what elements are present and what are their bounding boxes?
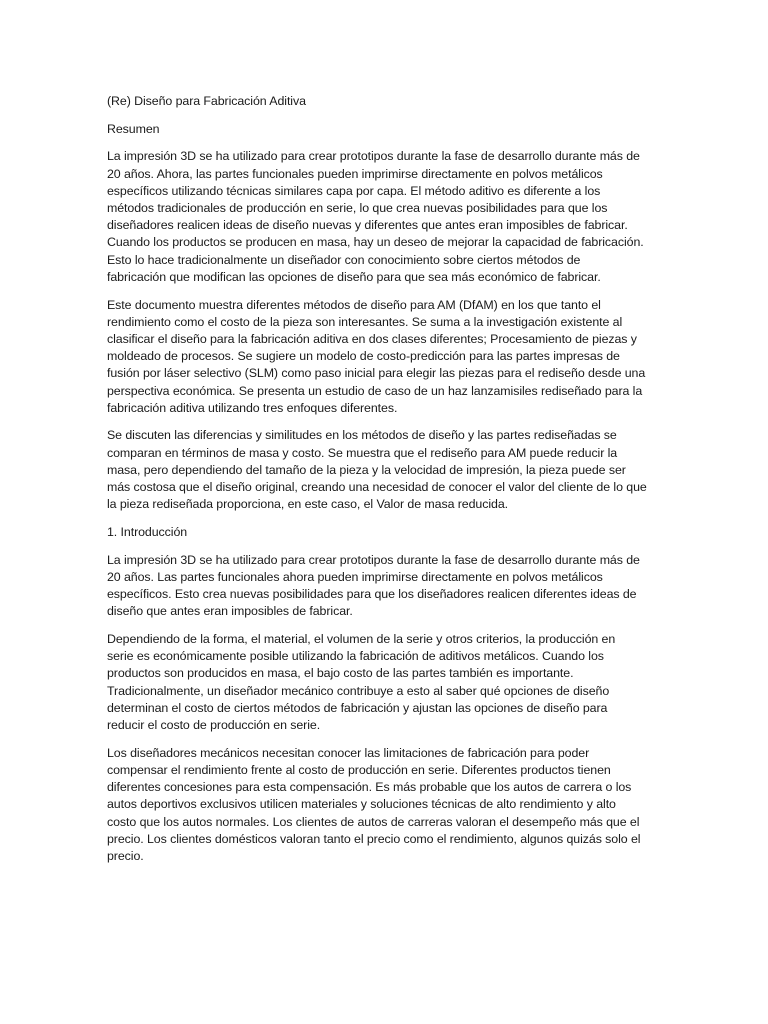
section-paragraph: [107, 745, 667, 865]
text-line: específicos. Esto crea nuevas posibilidades para que los diseñadores realicen diferentes ideas de: [107, 587, 637, 602]
text-line: perspectiva económica. Se presenta un estudio de caso de un haz lanzamisiles rediseñado para la: [107, 383, 643, 398]
text-line: Este documento muestra diferentes métodos de diseño para AM (DfAM) en los que tanto el: [107, 297, 601, 312]
text-line: autos deportivos exclusivos utilicen materiales y soluciones técnicas de alto rendimiento y alto: [107, 797, 616, 812]
text-line: fusión por láser selectivo (SLM) como paso inicial para elegir las piezas para el rediseño desde una: [107, 366, 646, 381]
text-line: Cuando los productos se producen en masa, hay un deseo de mejorar la capacidad de fabricación.: [107, 235, 644, 250]
section-paragraph: [107, 631, 667, 734]
text-line: precio.: [107, 848, 144, 863]
text-line: fabricación que modifican las opciones de diseño para que sea más económico de fabricar.: [107, 269, 601, 284]
text-line: diseño que antes eran imposibles de fabricar.: [107, 604, 353, 619]
text-line: productos son producidos en masa, el bajo costo de las partes también es importante.: [107, 666, 574, 681]
text-line: clasificar el diseño para la fabricación aditiva en dos clases diferentes; Procesamiento de piezas y: [107, 331, 637, 346]
text-line: Se discuten las diferencias y similitudes en los métodos de diseño y las partes rediseñadas se: [107, 428, 617, 443]
text-line: fabricación aditiva utilizando tres enfoques diferentes.: [107, 400, 398, 415]
text-line: Tradicionalmente, un diseñador mecánico contribuye a esto al saber qué opciones de diseño: [107, 683, 610, 698]
text-line: costo que los autos normales. Los clientes de autos de carreras valoran el desempeño más que el: [107, 814, 640, 829]
abstract-heading: Resumen: [107, 121, 160, 136]
section-paragraph: [107, 552, 667, 621]
text-line: La impresión 3D se ha utilizado para crear prototipos durante la fase de desarrollo durante más de: [107, 149, 640, 164]
text-line: masa, pero dependiendo del tamaño de la pieza y la velocidad de impresión, la pieza puede ser: [107, 462, 626, 477]
text-line: Esto lo hace tradicionalmente un diseñador con conocimiento sobre ciertos métodos de: [107, 252, 581, 267]
text-line: Los diseñadores mecánicos necesitan conocer las limitaciones de fabricación para poder: [107, 745, 590, 760]
document-page: [107, 93, 667, 876]
text-line: diseñadores realicen ideas de diseño nuevas y diferentes que antes eran imposibles de fabricar.: [107, 218, 628, 233]
text-line: la pieza rediseñada proporciona, en este caso, el Valor de masa reducida.: [107, 497, 509, 512]
text-line: La impresión 3D se ha utilizado para crear prototipos durante la fase de desarrollo durante más de: [107, 552, 640, 567]
section-heading: 1. Introducción: [107, 524, 188, 539]
text-line: Dependiendo de la forma, el material, el volumen de la serie y otros criterios, la producción en: [107, 631, 616, 646]
document-title: (Re) Diseño para Fabricación Aditiva: [107, 94, 306, 108]
text-line: métodos tradicionales de producción en serie, lo que crea nuevas posibilidades para que los: [107, 201, 608, 216]
text-line: moldeado de procesos. Se sugiere un modelo de costo-predicción para las partes impresas de: [107, 349, 620, 364]
text-line: 20 años. Las partes funcionales ahora pueden imprimirse directamente en polvos metálicos: [107, 569, 603, 584]
abstract-paragraph: [107, 148, 667, 286]
text-line: rendimiento como el costo de la pieza son interesantes. Se suma a la investigación existente al: [107, 314, 623, 329]
text-line: comparan en términos de masa y costo. Se muestra que el rediseño para AM puede reducir la: [107, 445, 618, 460]
abstract-paragraph: [107, 297, 667, 417]
text-line: determinan el costo de ciertos métodos de fabricación y ajustan las opciones de diseño para: [107, 700, 608, 715]
text-line: serie es económicamente posible utilizando la fabricación de aditivos metálicos. Cuando los: [107, 649, 604, 664]
text-line: precio. Los clientes domésticos valoran tanto el precio como el rendimiento, algunos quizás solo el: [107, 831, 641, 846]
text-line: diferentes concesiones para esta compensación. Es más probable que los autos de carrera o los: [107, 780, 632, 795]
text-line: 20 años. Ahora, las partes funcionales pueden imprimirse directamente en polvos metálicos: [107, 166, 603, 181]
text-line: reducir el costo de producción en serie.: [107, 718, 321, 732]
text-line: específicos utilizando técnicas similares capa por capa. El método aditivo es diferente a los: [107, 183, 601, 198]
text-line: más costosa que el diseño original, creando una necesidad de conocer el valor del cliente de lo que: [107, 480, 647, 495]
text-line: compensar el rendimiento frente al costo de producción en serie. Diferentes productos tienen: [107, 762, 611, 777]
abstract-paragraph: [107, 427, 667, 513]
